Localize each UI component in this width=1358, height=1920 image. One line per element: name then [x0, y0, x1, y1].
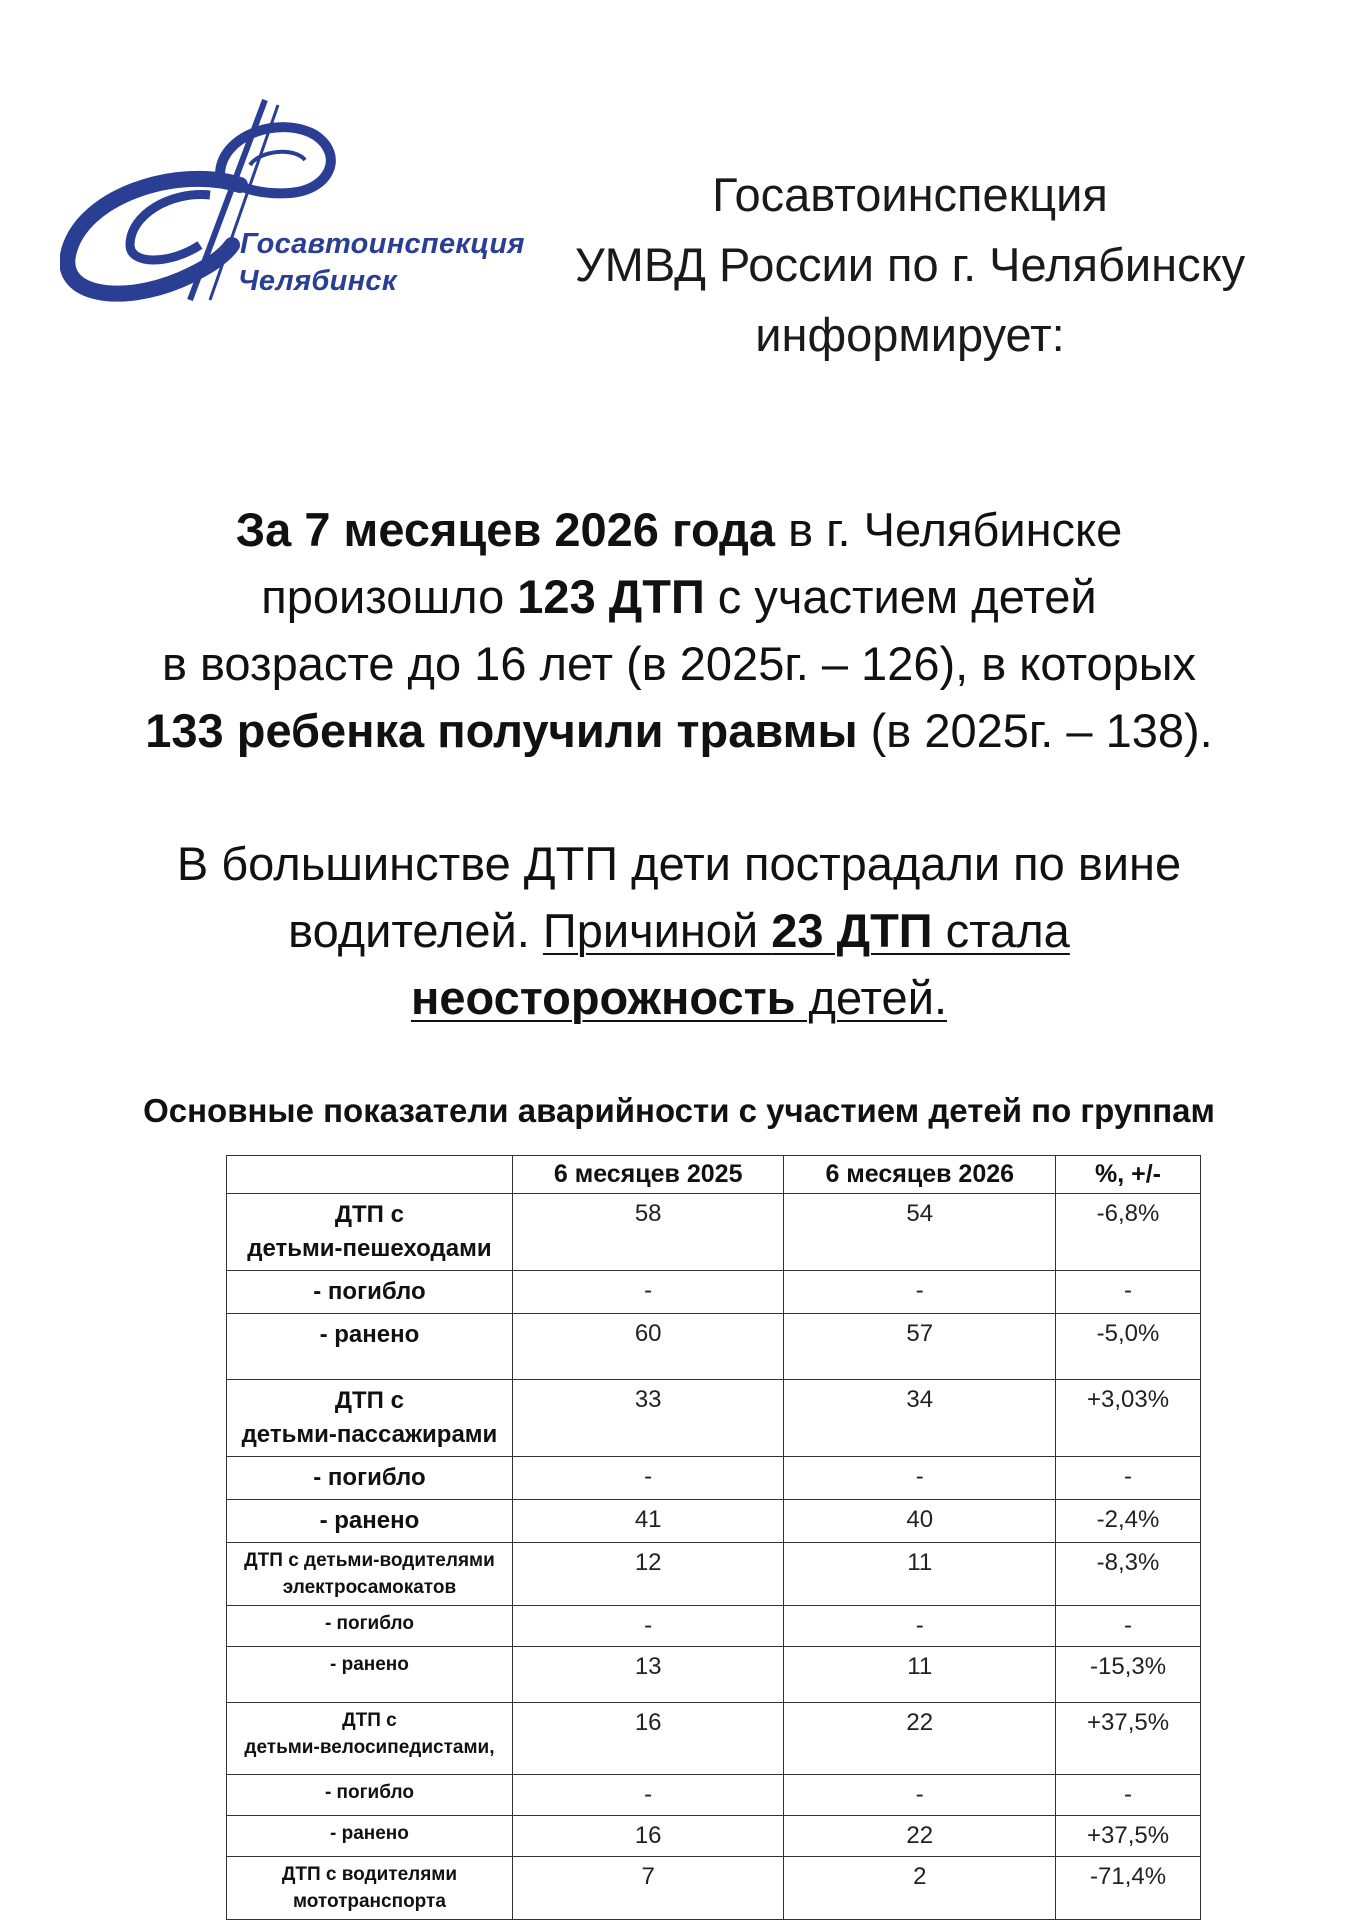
row-label-line1: - ранено: [329, 1654, 409, 1675]
change-percent: -5,0%: [1056, 1314, 1201, 1380]
value-2025: 58: [512, 1194, 784, 1271]
change-percent: +37,5%: [1056, 1703, 1201, 1775]
value-2025: 60: [512, 1314, 784, 1380]
cause-line3: [0, 964, 1358, 1031]
table-row: [227, 1857, 1201, 1920]
row-label-line2: детьми-пассажирами: [241, 1421, 498, 1448]
table-row: [227, 1606, 1201, 1647]
logo-text-line2: Челябинск: [238, 265, 397, 297]
change-percent: -15,3%: [1056, 1647, 1201, 1703]
cause-text: водителей.: [288, 904, 543, 957]
table-row: [227, 1457, 1201, 1500]
cause-underlined: [543, 904, 1070, 957]
value-2026: -: [784, 1606, 1056, 1647]
row-label-line2: электросамокатов: [282, 1577, 457, 1598]
change-percent: -: [1056, 1271, 1201, 1314]
cause-line1: В большинстве ДТП дети пострадали по вине: [176, 837, 1182, 890]
row-label: [227, 1857, 513, 1920]
row-label: [227, 1647, 513, 1703]
table-row: [227, 1314, 1201, 1380]
value-2025: 16: [512, 1816, 784, 1857]
value-2026: 22: [784, 1816, 1056, 1857]
row-label-line1: ДТП с водителями: [281, 1864, 458, 1885]
value-2026: 40: [784, 1500, 1056, 1543]
row-label: [227, 1194, 513, 1271]
value-2026: 11: [784, 1543, 1056, 1606]
summary-injured-count: 133 ребенка получили травмы: [145, 704, 858, 757]
row-label-line2: детьми-велосипедистами,: [244, 1737, 495, 1758]
row-label-line1: - ранено: [329, 1823, 409, 1844]
row-label-line1: - погибло: [324, 1613, 414, 1634]
summary-line4: [0, 697, 1358, 764]
row-label-line1: ДТП с: [334, 1201, 404, 1228]
gai-logo: [60, 95, 540, 305]
value-2026: 22: [784, 1703, 1056, 1775]
org-title-line1: Госавтоинспекция: [712, 168, 1108, 221]
summary-city: в г. Челябинске: [775, 503, 1123, 556]
cause-keyword: неосторожность: [410, 971, 796, 1024]
value-2026: 2: [784, 1857, 1056, 1920]
logo-text-line1: Госавтоинспекция: [240, 228, 525, 260]
org-title-line3: информирует:: [755, 308, 1065, 361]
row-label-line1: - погибло: [324, 1782, 414, 1803]
value-2025: -: [512, 1606, 784, 1647]
table-row: [227, 1543, 1201, 1606]
summary-text: с участием детей: [704, 570, 1097, 623]
row-label: [227, 1606, 513, 1647]
summary-paragraph: [0, 496, 1358, 764]
summary-text: произошло: [261, 570, 518, 623]
change-percent: +37,5%: [1056, 1816, 1201, 1857]
row-label: [227, 1543, 513, 1606]
value-2025: 13: [512, 1647, 784, 1703]
summary-line1: [0, 496, 1358, 563]
row-label-line1: - погибло: [313, 1464, 426, 1491]
value-2025: 41: [512, 1500, 784, 1543]
cause-line2: [0, 897, 1358, 964]
cause-paragraph: [0, 830, 1358, 1031]
change-percent: -71,4%: [1056, 1857, 1201, 1920]
cause-accidents-count: 23 ДТП: [771, 904, 933, 957]
header-cell: [227, 1156, 513, 1194]
summary-accidents-count: 123 ДТП: [517, 570, 705, 623]
value-2026: 11: [784, 1647, 1056, 1703]
row-label-line1: ДТП с: [342, 1710, 397, 1731]
row-label-line2: детьми-пешеходами: [247, 1235, 492, 1262]
value-2025: -: [512, 1775, 784, 1816]
row-label-line1: - погибло: [313, 1278, 426, 1305]
header-cell: 6 месяцев 2026: [784, 1156, 1056, 1194]
summary-text: (в 2025г. – 138).: [857, 704, 1213, 757]
row-label: [227, 1457, 513, 1500]
row-label: [227, 1380, 513, 1457]
row-label-line1: - ранено: [319, 1507, 420, 1534]
table-row: [227, 1647, 1201, 1703]
cause-text: стала: [932, 904, 1070, 957]
change-percent: -: [1056, 1775, 1201, 1816]
value-2026: 34: [784, 1380, 1056, 1457]
cause-text: Причиной: [542, 904, 772, 957]
summary-period: За 7 месяцев 2026 года: [235, 503, 776, 556]
change-percent: -2,4%: [1056, 1500, 1201, 1543]
change-percent: -8,3%: [1056, 1543, 1201, 1606]
row-label-line1: - ранено: [319, 1321, 420, 1348]
header-cell: 6 месяцев 2025: [512, 1156, 784, 1194]
row-label: [227, 1816, 513, 1857]
value-2025: 7: [512, 1857, 784, 1920]
change-percent: -: [1056, 1457, 1201, 1500]
table-row: [227, 1500, 1201, 1543]
value-2026: -: [784, 1775, 1056, 1816]
change-percent: -6,8%: [1056, 1194, 1201, 1271]
value-2026: -: [784, 1457, 1056, 1500]
table-header-row: [227, 1156, 1201, 1194]
org-title-line2: УМВД России по г. Челябинску: [574, 238, 1246, 291]
row-label: [227, 1703, 513, 1775]
value-2026: -: [784, 1271, 1056, 1314]
organization-title: [550, 160, 1270, 370]
table-title: Основные показатели аварийности с участием детей по группам: [143, 1092, 1215, 1129]
row-label: [227, 1500, 513, 1543]
value-2026: 54: [784, 1194, 1056, 1271]
row-label: [227, 1271, 513, 1314]
value-2025: -: [512, 1457, 784, 1500]
table-row: [227, 1194, 1201, 1271]
summary-line3: в возрасте до 16 лет (в 2025г. – 126), в которых: [161, 637, 1197, 690]
change-percent: -: [1056, 1606, 1201, 1647]
row-label-line2: мототранспорта: [292, 1891, 446, 1912]
cause-text: детей.: [795, 971, 948, 1024]
change-percent: +3,03%: [1056, 1380, 1201, 1457]
value-2025: 33: [512, 1380, 784, 1457]
table-row: [227, 1775, 1201, 1816]
header-cell: %, +/-: [1056, 1156, 1201, 1194]
table-row: [227, 1271, 1201, 1314]
table-row: [227, 1703, 1201, 1775]
value-2026: 57: [784, 1314, 1056, 1380]
row-label: [227, 1775, 513, 1816]
statistics-table: [226, 1155, 1201, 1920]
value-2025: 12: [512, 1543, 784, 1606]
row-label: [227, 1314, 513, 1380]
summary-line2: [0, 563, 1358, 630]
row-label-line1: ДТП с детьми-водителями: [244, 1550, 495, 1571]
row-label-line1: ДТП с: [334, 1387, 404, 1414]
value-2025: 16: [512, 1703, 784, 1775]
table-row: [227, 1816, 1201, 1857]
table-row: [227, 1380, 1201, 1457]
value-2025: -: [512, 1271, 784, 1314]
